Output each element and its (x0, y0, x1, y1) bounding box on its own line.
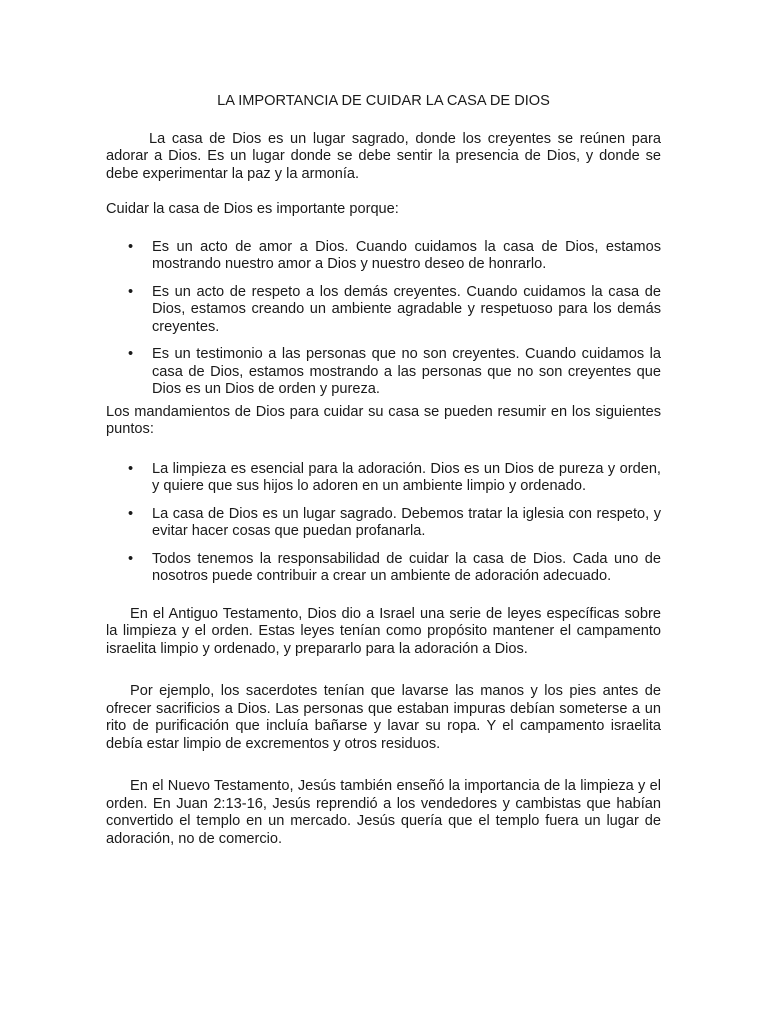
document-page (106, 93, 661, 848)
list-item: • La casa de Dios es un lugar sagrado. Debemos tratar la iglesia con respeto, y evitar hacer cosas que puedan profanarla. (106, 506, 661, 541)
new-testament-paragraph: En el Nuevo Testamento, Jesús también enseñó la importancia de la limpieza y el orden. En Juan 2:13-16, Jesús reprendió a los vendedores y cambistas que habían convertido el templo en un mercado. Jesús quería que el templo fuera un lugar de adoración, no de comercio. (106, 778, 661, 847)
commandments-heading: Los mandamientos de Dios para cuidar su casa se pueden resumir en los siguientes puntos: (106, 403, 661, 437)
document-title: LA IMPORTANCIA DE CUIDAR LA CASA DE DIOS (217, 93, 550, 109)
reasons-heading: Cuidar la casa de Dios es importante porque: (106, 201, 399, 217)
list-item: • Todos tenemos la responsabilidad de cuidar la casa de Dios. Cada uno de nosotros puede contribuir a crear un ambiente de adoración adecuado. (106, 551, 661, 586)
old-testament-paragraph: En el Antiguo Testamento, Dios dio a Israel una serie de leyes específicas sobre la limpieza y el orden. Estas leyes tenían como propósito mantener el campamento israelita limpio y ordenado, y prepararlo para la adoración a Dios. (106, 605, 661, 657)
commandments-list (106, 461, 661, 586)
intro-paragraph: La casa de Dios es un lugar sagrado, donde los creyentes se reúnen para adorar a Dios. Es un lugar donde se debe sentir la presencia de Dios, y donde se debe experimentar la paz y la armonía. (106, 130, 661, 182)
example-paragraph: Por ejemplo, los sacerdotes tenían que lavarse las manos y los pies antes de ofrecer sacrificios a Dios. Las personas que estaban impuras debían someterse a un rito de purificación que incluía bañarse y lavar su ropa. Y el campamento israelita debía estar limpio de excrementos y otros residuos. (106, 683, 661, 752)
reasons-list (106, 239, 661, 399)
list-item: • Es un acto de amor a Dios. Cuando cuidamos la casa de Dios, estamos mostrando nuestro amor a Dios y nuestro deseo de honrarlo. (106, 239, 661, 274)
list-item: • Es un testimonio a las personas que no son creyentes. Cuando cuidamos la casa de Dios, estamos mostrando a las personas que no son creyentes que Dios es un Dios de orden y pureza. (106, 346, 661, 399)
list-item: • La limpieza es esencial para la adoración. Dios es un Dios de pureza y orden, y quiere que sus hijos lo adoren en un ambiente limpio y ordenado. (106, 461, 661, 496)
list-item: • Es un acto de respeto a los demás creyentes. Cuando cuidamos la casa de Dios, estamos creando un ambiente agradable y respetuoso para los demás creyentes. (106, 284, 661, 337)
